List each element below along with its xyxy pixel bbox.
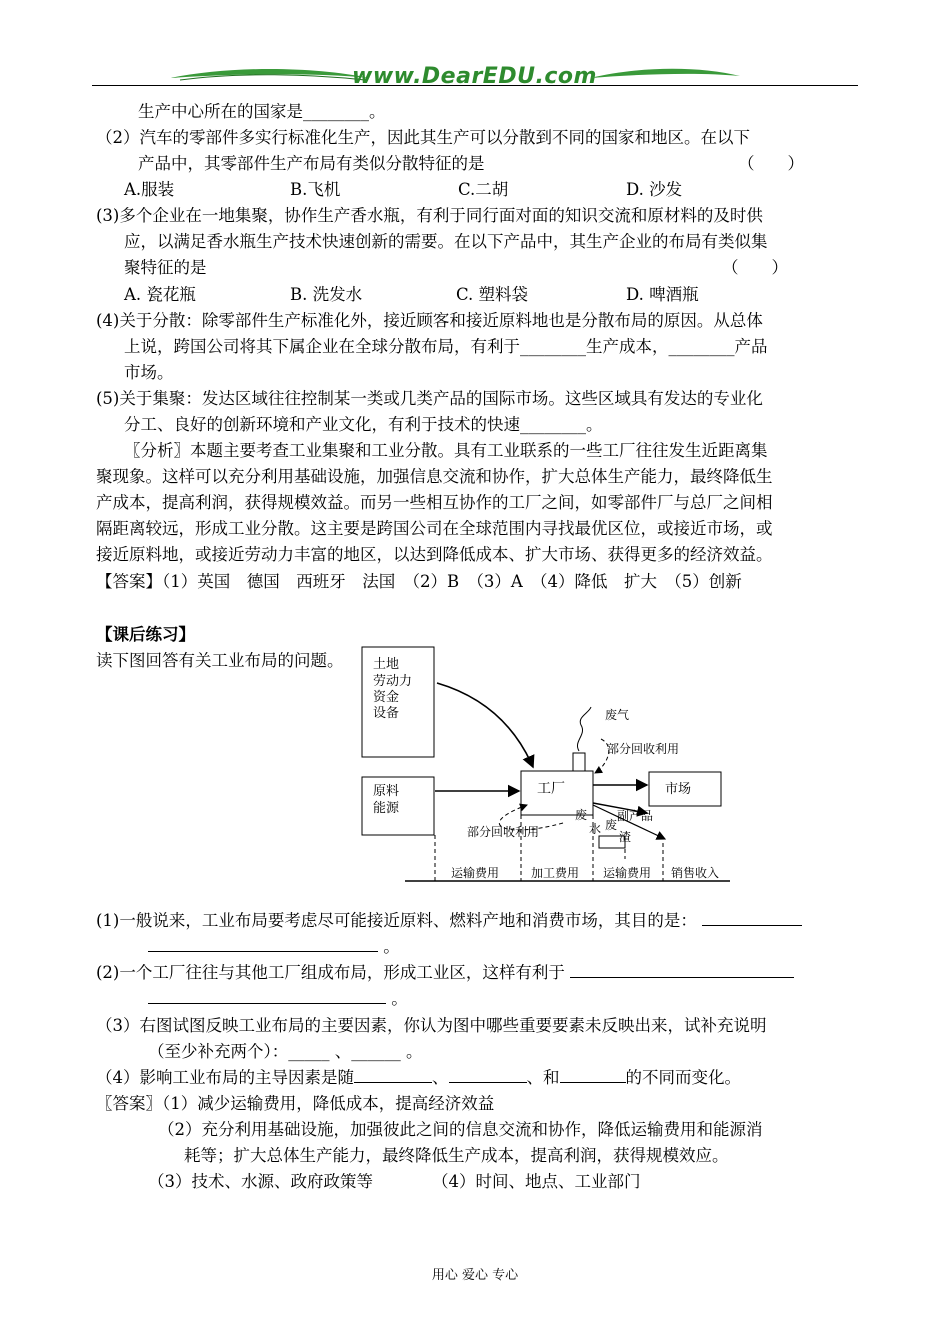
- answer-blank[interactable]: [570, 963, 794, 978]
- answer-blank[interactable]: [148, 937, 378, 952]
- cost-transport-label: 运输费用: [603, 866, 652, 880]
- cost-processing-label: 加工费用: [531, 866, 580, 880]
- logo-text: www.DearEDU.com: [352, 64, 597, 89]
- sales-income-label: 销售收入: [671, 866, 720, 880]
- text-line: 应，以满足香水瓶生产技术快速创新的需要。在以下产品中，其生产企业的布局有类似集: [124, 232, 768, 251]
- leaf-swoosh-right-icon: [590, 64, 740, 86]
- analysis-line: 隔距离较远，形成工业分散。这主要是跨国公司在全球范围内寻找最优区位，或接近市场，或: [96, 519, 773, 538]
- answer-line: （4）时间、地点、工业部门: [432, 1172, 641, 1191]
- footer-text: 用心 爱心 专心: [431, 1268, 519, 1283]
- question-1-cont: [148, 936, 400, 958]
- waste-gas-smoke-icon: [577, 707, 591, 751]
- market-box: [649, 772, 721, 806]
- question-3-cont: （至少补充两个）：_____ 、______ 。: [148, 1042, 423, 1061]
- question-text: 、: [432, 1068, 449, 1087]
- text-line: 生产中心所在的国家是________。: [138, 102, 386, 121]
- text-line: （2）汽车的零部件多实行标准化生产，因此其生产可以分散到不同的国家和地区。在以下: [96, 128, 750, 147]
- analysis-line: 产成本，提高利润，获得规模效益。而另一些相互协作的工厂之间，如零部件厂与总厂之间相: [96, 493, 773, 512]
- answer-bracket: （ ）: [722, 258, 788, 277]
- answer-blank[interactable]: [148, 989, 386, 1004]
- answer-blank[interactable]: [354, 1068, 432, 1083]
- question-4: [96, 1067, 741, 1089]
- answer-line: 〖答案〗（1）减少运输费用，降低成本，提高经济效益: [96, 1094, 495, 1113]
- text-line: 产品中，其零部件生产布局有类似分散特征的是: [138, 154, 485, 173]
- question-text: （4）影响工业布局的主导因素是随: [96, 1068, 354, 1087]
- question-text: 的不同而变化。: [625, 1068, 741, 1087]
- text-line: (5)关于集聚：发达区域往往控制某一类或几类产品的国际市场。这些区域具有发达的专业化: [96, 389, 763, 408]
- analysis-line: 聚现象。这样可以充分利用基础设施，加强信息交流和协作，扩大总体生产能力，最终降低生: [96, 467, 773, 486]
- option-d: D. 沙发: [626, 180, 683, 199]
- question-text: (2)一个工厂往往与其他工厂组成布局，形成工业区，这样有利于: [96, 963, 565, 982]
- waste-water-label: 水: [589, 822, 602, 836]
- factory-label: 工厂: [537, 781, 565, 797]
- recycle-top-label: 部分回收利用: [607, 742, 680, 756]
- text-line: (3)多个企业在一地集聚，协作生产香水瓶，有利于同行面对面的知识交流和原材料的及时供: [96, 206, 763, 225]
- equipment-label: 设备: [373, 706, 400, 721]
- labor-label: 劳动力: [373, 674, 413, 689]
- answer-blank[interactable]: [560, 1068, 626, 1083]
- option-c: C.二胡: [458, 180, 509, 199]
- analysis-line: 〖分析〗本题主要考查工业集聚和工业分散。具有工业联系的一些工厂往往发生近距离集: [124, 441, 768, 460]
- recycle-bottom-label: 部分回收利用: [467, 825, 540, 839]
- raw-material-box: [362, 777, 434, 835]
- text-line: 聚特征的是: [124, 258, 207, 277]
- cost-transport-label: 运输费用: [451, 866, 500, 880]
- chimney-icon: [573, 753, 585, 771]
- answer-bracket: （ ）: [738, 154, 804, 173]
- energy-label: 能源: [373, 801, 400, 816]
- answer-blank[interactable]: [449, 1068, 527, 1083]
- option-b: B. 洗发水: [290, 285, 363, 304]
- leaf-swoosh-left-icon: [170, 64, 370, 86]
- factory-box: [521, 753, 593, 815]
- land-to-factory-arrow: [437, 683, 533, 767]
- industry-layout-diagram: [355, 643, 735, 888]
- waste-residue-label: 废: [605, 818, 618, 832]
- question-text: (1)一般说来，工业布局要考虑尽可能接近原料、燃料产地和消费市场，其目的是：: [96, 911, 697, 930]
- text-line: (4)关于分散：除零部件生产标准化外，接近顾客和接近原料地也是分散布局的原因。从总体: [96, 311, 763, 330]
- land-label: 土地: [373, 657, 400, 672]
- byproduct-label: 副产品: [617, 809, 654, 823]
- question-3: （3）右图试图反映工业布局的主要因素，你认为图中哪些重要要素未反映出来，试补充说明: [96, 1016, 767, 1035]
- header-rule: [92, 85, 858, 86]
- waste-residue-label: 渣: [619, 830, 632, 844]
- option-b: B.飞机: [290, 180, 341, 199]
- option-a: A. 瓷花瓶: [124, 285, 196, 304]
- answer-line: （3）技术、水源、政府政策等: [148, 1172, 373, 1191]
- text-line: 上说，跨国公司将其下属企业在全球分散布局，有利于________生产成本，________产品: [124, 337, 768, 356]
- option-c: C. 塑料袋: [456, 285, 529, 304]
- text-line: 分工、良好的创新环境和产业文化，有利于技术的快速________。: [124, 415, 603, 434]
- land-box: [362, 647, 434, 757]
- capital-label: 资金: [373, 690, 400, 705]
- option-d: D. 啤酒瓶: [626, 285, 699, 304]
- market-label: 市场: [665, 782, 692, 797]
- text-line: 市场。: [124, 363, 174, 382]
- question-text: 。: [391, 989, 408, 1008]
- section-title: 【课后练习】: [96, 625, 195, 644]
- waste-gas-label: 废气: [605, 708, 630, 722]
- option-a: A.服装: [124, 180, 175, 199]
- question-2: [96, 962, 794, 984]
- question-2-cont: [148, 988, 408, 1010]
- answer-line: 耗等；扩大总体生产能力，最终降低生产成本，提高利润，获得规模效应。: [184, 1146, 729, 1165]
- answer-blank[interactable]: [702, 911, 802, 926]
- text-line: 读下图回答有关工业布局的问题。: [96, 651, 344, 670]
- answer-line: 【答案】（1）英国 德国 西班牙 法国 （2）B （3）A （4）降低 扩大 （5）创新: [96, 572, 742, 591]
- waste-water-label: 废: [575, 808, 588, 822]
- analysis-line: 接近原料地，或接近劳动力丰富的地区，以达到降低成本、扩大市场、获得更多的经济效益。: [96, 545, 773, 564]
- question-text: 、和: [526, 1068, 560, 1087]
- question-text: 。: [383, 937, 400, 956]
- question-1: [96, 910, 802, 932]
- answer-line: （2）充分利用基础设施，加强彼此之间的信息交流和协作，降低运输费用和能源消: [158, 1120, 763, 1139]
- raw-label: 原料: [373, 784, 400, 799]
